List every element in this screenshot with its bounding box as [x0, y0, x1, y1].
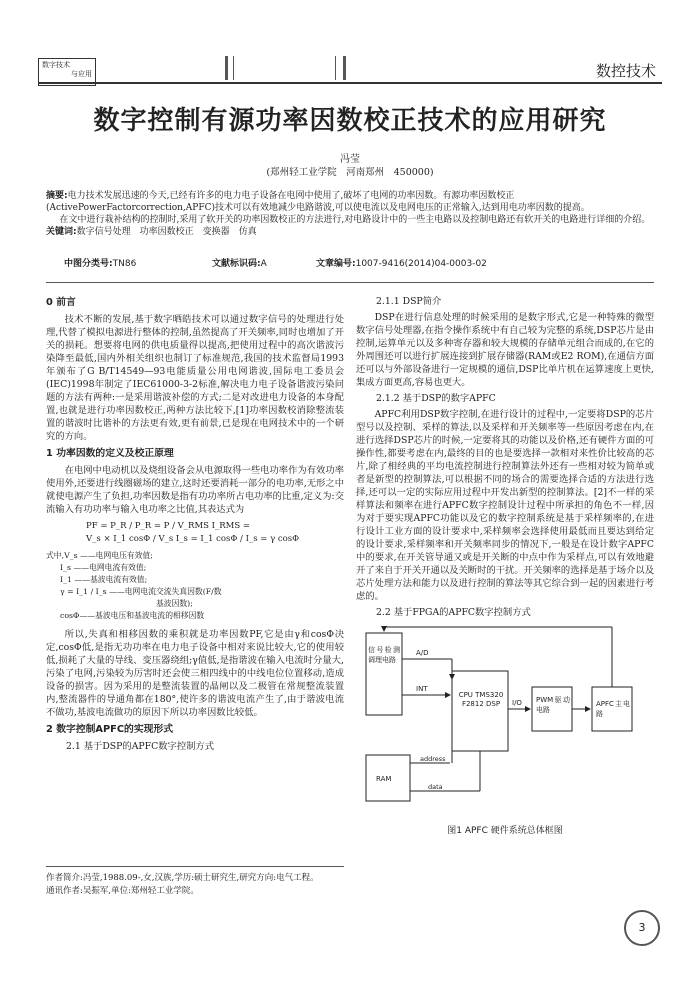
paragraph-dsp: DSP在进行信息处理的时候采用的是数字形式,它是一种特殊的微型数字信号处理器,在指令操作系统中有自己较为完整的系统,DSP芯片是由控制,运算单元以及多种寄存器和较大规模的存储单元组合而成的,在它的外周围还可以进行扩展连接到扩展存储器(RAM或E2 ROM),在通信方面还可以与外部设备进行一定规模的通信,DSP比单片机在运算速度上更快,集成方面更高,容易也更大。	[356, 312, 654, 388]
heading-2-2: 2.2 基于FPGA的APFC数字控制方式	[376, 607, 531, 618]
apfc-label: APFC主电路	[596, 700, 630, 718]
keywords: 数字信号处理 功率因数校正 变换器 仿真	[76, 227, 257, 237]
page-number: 3	[624, 910, 660, 946]
paragraph-factors: 所以,失真和相移因数的乘积就是功率因数PF,它是由γ和cosΦ决定,cosΦ低,是指无功功率在电力电子设备中相对来说比较大,它的使用较低,损耗了大量的导线、变压器绕组;γ值低,是指谐波在输入电流时分量大,污染了电网,污染较为厉害时还会使三相四线中的中线电位位置移动,造成设备的损害。因为采用的是整流装置的晶闸以及二极管在常规整流装置内,整流器件的导通角都在180°,使许多的谐波电流产生了,由于谐波电流不做功,基波电流做功的原因下所以功率因数比较低。	[46, 629, 344, 718]
affiliation: (郑州轻工业学院 河南郑州 450000)	[266, 167, 434, 178]
signal-conditioning-label: 信号检测调理电路	[368, 646, 400, 664]
paper-title: 数字控制有源功率因数校正技术的应用研究	[93, 106, 607, 136]
io-label: I/O	[512, 699, 522, 707]
paragraph-intro: 技术不断的发展,基于数字晒皓技术可以通过数字信号的处理进行处理,代替了模拟电源进行整体的控制,虽然提高了开关频率,同时也增加了开关的损耗。想要将电网的供电质量得以提高,把使用过程中的高次谐波污染降至最低,国内外相关组织也制订了标准规范,我国的技术监督局1993年颁布了G B/T14549—93电能质量公用电网谐波,国际电工委员会(IEC)1998年制定了IEC61000-3-2标准,解决电力电子设备谐波污染问题的方法有两种:一是采用谐波补偿的方式;二是对改进电力设备的本身配置,也就是进行功率因数校正,两种方法比较下,[1]功率因数校消除整流装置的谐波时比谐补的方法更有效,更有前景,已是现在电网技术中的一个研究的方向。	[46, 314, 344, 442]
heading-0: 0 前言	[46, 297, 76, 308]
figure-caption: 图1 APFC 硬件系统总体框图	[447, 826, 563, 836]
header-decoration	[225, 56, 365, 80]
formula-line2: V_s × I_1 cosΦ / V_s I_s = I_1 cosΦ / I_s = γ cosΦ	[86, 534, 300, 544]
address-label: address	[420, 755, 446, 763]
right-column	[356, 292, 654, 838]
doc-code: 文献标识码:A	[212, 259, 267, 269]
abstract-label: 摘要:	[46, 191, 68, 201]
footnote	[46, 872, 446, 898]
heading-2-1: 2.1 基于DSP的APFC数字控制方式	[66, 741, 215, 752]
heading-2-1-2: 2.1.2 基于DSP的数字APFC	[376, 393, 496, 404]
ad-label: A/D	[416, 649, 429, 657]
section-label: 数控技术	[595, 62, 656, 80]
formula-line1: PF = P_R / P_R = P / V_RMS I_RMS =	[86, 521, 251, 531]
def-6: cosΦ——基波电压和基波电流的相移因数	[60, 611, 205, 620]
abstract-text2: 在文中进行栽补结构的控制时,采用了软开关的功率因数校正的方法进行,对电路设计中的一些主电路以及控制电路还有软开关的电路进行详细的介绍。	[59, 215, 651, 225]
clc-number: 中图分类号:TN86	[64, 259, 137, 269]
author: 冯莹	[340, 154, 360, 165]
heading-1: 1 功率因数的定义及校正原理	[46, 448, 174, 459]
article-number: 文章编号:1007-9416(2014)04-0003-02	[316, 259, 487, 269]
def-5: 基波因数);	[156, 599, 193, 608]
paragraph-dsp-apfc: APFC利用DSP数字控制,在进行设计的过程中,一定要将DSP的芯片型号以及控制、采样的算法,以及采样和开关频率等一些原因考虑在内,在进行选择DSP芯片的时候,一定要将其的功能以及价格,还有硬件方面的可操作性,都要考虑在内,最终的目的也是要选择一款相对来性价比较高的芯片,除了相经典的平均电流控制进行控制算法外还有一些相对较为简单或者是新型的控制算法,可以根据不同的场合的需要选择合适的方法进行选择,还可以一定的实际应用过程中开发出新型的控制算法。[2]不一样的采样算法和频率在进行APFC数字控制设计过程中所承担的角色不一样,因为对于要实现APFC功能以及它的数字控制系统是基于采样频率的,在进行设计工业方面的设计要求中,采样频率会选择使用最低而且要达到给定的设计要求,采样频率和开关频率同步的情况下,一般是在设计数字APFC中的要求,在开关管导通又或是开关断的中点中作为采样点,可以有效地避开了来自于开关开通以及关断时的干扰。开关频率的选择是基于场介以及芯片处理方法和能力以及进行控制的算法等其它综合到一起的因素进行考虑的。	[356, 409, 654, 602]
formula	[86, 520, 344, 546]
pwm-label: PWM驱动电路	[536, 696, 570, 714]
formula-definitions	[46, 550, 344, 622]
def-1: 式中,V_s ——电网电压有效值;	[46, 551, 153, 560]
int-label: INT	[416, 685, 428, 693]
cpu-block	[452, 671, 508, 751]
ram-label: RAM	[376, 775, 392, 783]
def-3: I_1 ——基波电流有效值;	[60, 575, 148, 584]
data-label: data	[428, 783, 443, 791]
left-column	[46, 292, 344, 756]
def-4: γ = I_1 / I_s ——电网电流交流失真因数(F/数	[60, 587, 222, 596]
header-rule	[38, 82, 662, 84]
paragraph-definition: 在电网中电动机以及烧组设备会从电源取得一些电功率作为有效功率使用外,还要进行线圈磁场的建立,这时还要消耗一部分的电功率,无形之中就使电源产生了负担,功率因数是指有功功率所占电功率的比重,定义为:交流输入有功功率与输入电功率之比值,其表达式为	[46, 465, 344, 515]
footnote-rule	[46, 866, 344, 867]
cpu-label: CPU TMS320 F2812 DSP	[458, 691, 504, 708]
footnote-corresponding: 通讯作者:吴振军,单位:郑州轻工业学院。	[46, 886, 199, 896]
abstract-divider	[46, 282, 654, 283]
def-2: I_s ——电网电流有效值;	[60, 563, 147, 572]
logo-line1: 数字技术	[42, 61, 70, 69]
heading-2: 2 数字控制APFC的实现形式	[46, 724, 174, 735]
block-diagram	[356, 623, 654, 821]
logo-line2: 与应用	[71, 70, 92, 78]
footnote-author: 作者简介:冯莹,1988.09-,女,汉族,学历:硕士研究生,研究方向:电气工程。	[46, 873, 319, 883]
keywords-label: 关键词:	[46, 227, 77, 237]
heading-2-1-1: 2.1.1 DSP简介	[376, 296, 442, 307]
abstract	[46, 190, 656, 238]
figure-apfc-block-diagram	[356, 623, 654, 821]
abstract-text: 电力技术发展迅速的今天,已经有许多的电力电子设备在电网中使用了,破坏了电网的功率因数。有源功率因数校正(ActivePowerFactorcorrection,APFC)技术可以有效地减少电路谐波,可以使电流以及电网电压的正常输入,达到用电功率因数的提高。	[46, 191, 590, 213]
